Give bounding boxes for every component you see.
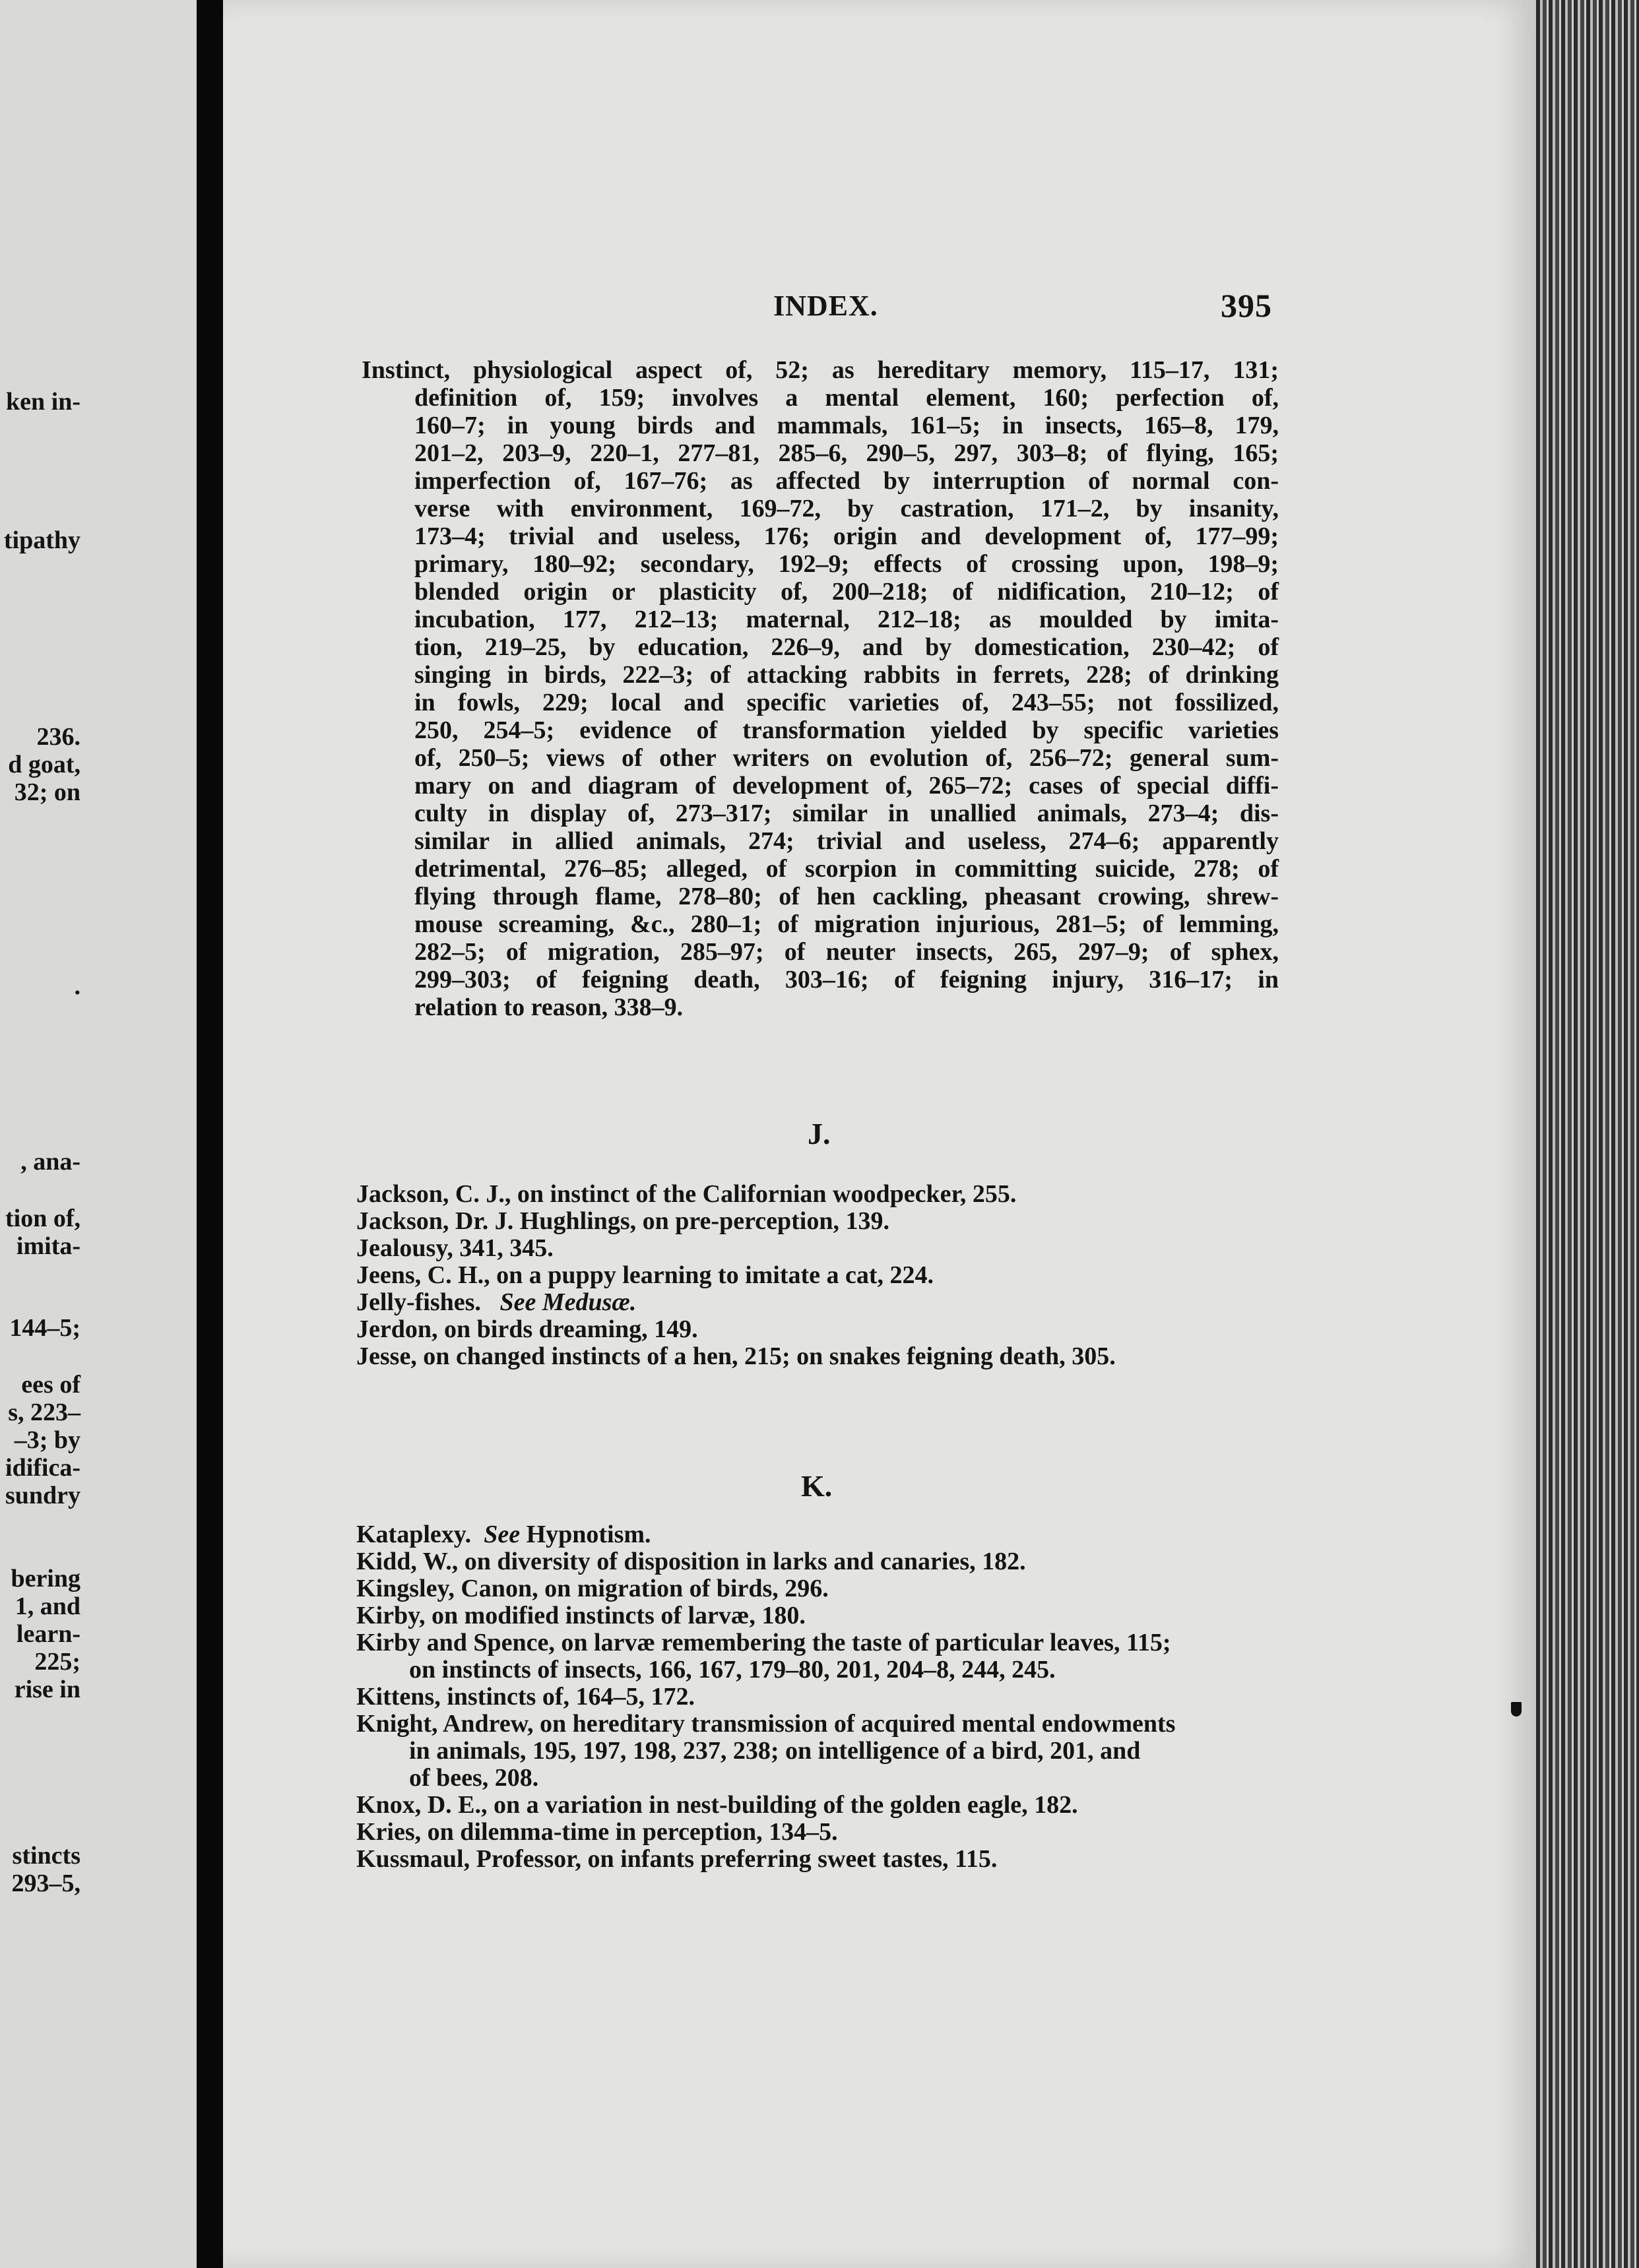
index-entry: Kingsley, Canon, on migration of birds, 296. (356, 1575, 829, 1602)
left-fragment: , ana- (20, 1148, 80, 1176)
entry-line: culty in display of, 273–317; similar in unallied animals, 273–4; dis- (414, 800, 1279, 827)
page-number: 395 (1221, 287, 1272, 324)
entry-line: relation to reason, 338–9. (414, 993, 684, 1021)
left-fragment: learn- (16, 1620, 80, 1648)
book-gutter (197, 0, 223, 2268)
left-fragment: bering (11, 1565, 80, 1592)
entry-term: Kataplexy. (356, 1521, 472, 1548)
index-entry: Kittens, instincts of, 164–5, 172. (356, 1683, 695, 1711)
previous-page-fragment (0, 0, 197, 2268)
index-entry (356, 1711, 1280, 1792)
left-fragment: sundry (5, 1482, 80, 1509)
entry-line: definition of, 159; involves a mental element, 160; perfection of, (414, 384, 1279, 412)
entry-line: verse with environment, 169–72, by castration, 171–2, by insanity, (414, 495, 1279, 522)
left-fragment: ees of (21, 1371, 80, 1399)
index-entry (356, 1629, 1280, 1684)
entry-line: of, 250–5; views of other writers on evolution of, 256–72; general sum- (414, 744, 1279, 772)
see-reference: See Medusæ. (499, 1288, 637, 1316)
left-fragment: 236. (36, 723, 80, 751)
entry-line: 299–303; of feigning death, 303–16; of feigning injury, 316–17; in (414, 966, 1279, 993)
left-fragment: . (74, 972, 80, 1000)
left-fragment: s, 223– (8, 1399, 80, 1426)
entry-line: singing in birds, 222–3; of attacking rabbits in ferrets, 228; of drinking (414, 661, 1279, 689)
entry-line: Kirby and Spence, on larvæ remembering the taste of particular leaves, 115; (356, 1629, 1171, 1656)
index-entry: Jackson, Dr. J. Hughlings, on pre-perception, 139. (356, 1207, 889, 1235)
left-fragment: 225; (34, 1648, 80, 1676)
entry-line: 173–4; trivial and useless, 176; origin and development of, 177–99; (414, 522, 1279, 550)
see-label: See (484, 1521, 521, 1548)
index-entry: Jesse, on changed instincts of a hen, 215; on snakes feigning death, 305. (356, 1342, 1116, 1370)
left-fragment: –3; by (14, 1426, 80, 1454)
page-edges (1536, 0, 1639, 2268)
index-entry: Kidd, W., on diversity of disposition in larks and canaries, 182. (356, 1548, 1026, 1575)
running-head-title: INDEX. (773, 290, 878, 322)
entry-continuation: on instincts of insects, 166, 167, 179–80, 201, 204–8, 244, 245. (409, 1656, 1056, 1684)
index-entry: Jeens, C. H., on a puppy learning to imitate a cat, 224. (356, 1261, 934, 1289)
index-list-j (356, 1181, 1280, 1370)
entry-line: tion, 219–25, by education, 226–9, and by domestication, 230–42; of (414, 633, 1279, 661)
left-fragment: tion of, (5, 1205, 80, 1232)
entry-line: detrimental, 276–85; alleged, of scorpion in committing suicide, 278; of (414, 855, 1279, 883)
left-fragment: d goat, (8, 751, 80, 778)
left-fragment: rise in (14, 1676, 80, 1703)
entry-line: primary, 180–92; secondary, 192–9; effects of crossing upon, 198–9; (414, 550, 1279, 578)
entry-line: flying through flame, 278–80; of hen cackling, pheasant crowing, shrew- (414, 883, 1279, 910)
left-fragment: ken in- (6, 388, 80, 416)
entry-line: mary on and diagram of development of, 265–72; cases of special diffi- (414, 772, 1279, 800)
entry-line: 282–5; of migration, 285–97; of neuter insects, 265, 297–9; of sphex, (414, 938, 1279, 966)
entry-continuation: of bees, 208. (409, 1764, 539, 1792)
entry-line: Instinct, physiological aspect of, 52; as hereditary memory, 115–17, 131; (362, 356, 1279, 384)
index-entry: Knox, D. E., on a variation in nest-building of the golden eagle, 182. (356, 1791, 1078, 1819)
left-fragment: stincts (12, 1842, 80, 1870)
entry-line: mouse screaming, &c., 280–1; of migration injurious, 281–5; of lemming, (414, 910, 1279, 938)
entry-continuation: in animals, 195, 197, 198, 237, 238; on intelligence of a bird, 201, and (409, 1737, 1141, 1765)
left-fragment: tipathy (3, 526, 80, 554)
entry-term: Jelly-fishes. (356, 1288, 481, 1316)
index-entry: Jealousy, 341, 345. (356, 1234, 554, 1262)
see-reference: Hypnotism. (526, 1521, 651, 1548)
entry-line: Knight, Andrew, on hereditary transmission of acquired mental endowments (356, 1710, 1176, 1738)
index-entry-instinct (362, 356, 1279, 1021)
index-entry: Kirby, on modified instincts of larvæ, 180. (356, 1602, 806, 1629)
section-heading-j: J. (808, 1117, 831, 1150)
entry-line: in fowls, 229; local and specific varieties of, 243–55; not fossilized, (414, 689, 1279, 716)
entry-line: 250, 254–5; evidence of transformation yielded by specific varieties (414, 716, 1279, 744)
index-entry: Kussmaul, Professor, on infants preferring sweet tastes, 115. (356, 1845, 998, 1873)
index-entry: Jackson, C. J., on instinct of the Californian woodpecker, 255. (356, 1180, 1017, 1208)
index-entry (356, 1289, 1280, 1316)
index-entry: Kries, on dilemma-time in perception, 134–5. (356, 1818, 838, 1846)
left-fragment: 144–5; (9, 1314, 80, 1342)
left-fragment: 1, and (15, 1592, 80, 1620)
left-fragment: imita- (16, 1232, 80, 1260)
entry-line: similar in allied animals, 274; trivial and useless, 274–6; apparently (414, 827, 1279, 855)
entry-line: blended origin or plasticity of, 200–218; of nidification, 210–12; of (414, 578, 1279, 606)
index-entry (356, 1521, 1280, 1548)
section-heading-k: K. (801, 1469, 833, 1503)
entry-line: 201–2, 203–9, 220–1, 277–81, 285–6, 290–5, 297, 303–8; of flying, 165; (414, 439, 1279, 467)
index-page (223, 0, 1536, 2268)
entry-line: 160–7; in young birds and mammals, 161–5; in insects, 165–8, 179, (414, 412, 1279, 439)
entry-line: imperfection of, 167–76; as affected by interruption of normal con- (414, 467, 1279, 495)
left-fragment: 293–5, (11, 1870, 80, 1897)
left-fragment: idifica- (5, 1454, 80, 1482)
edge-mark (1511, 1702, 1522, 1717)
index-entry: Jerdon, on birds dreaming, 149. (356, 1315, 698, 1343)
index-list-k (356, 1521, 1280, 1873)
left-fragment: 32; on (14, 778, 80, 806)
entry-line: incubation, 177, 212–13; maternal, 212–18; as moulded by imita- (414, 606, 1279, 633)
